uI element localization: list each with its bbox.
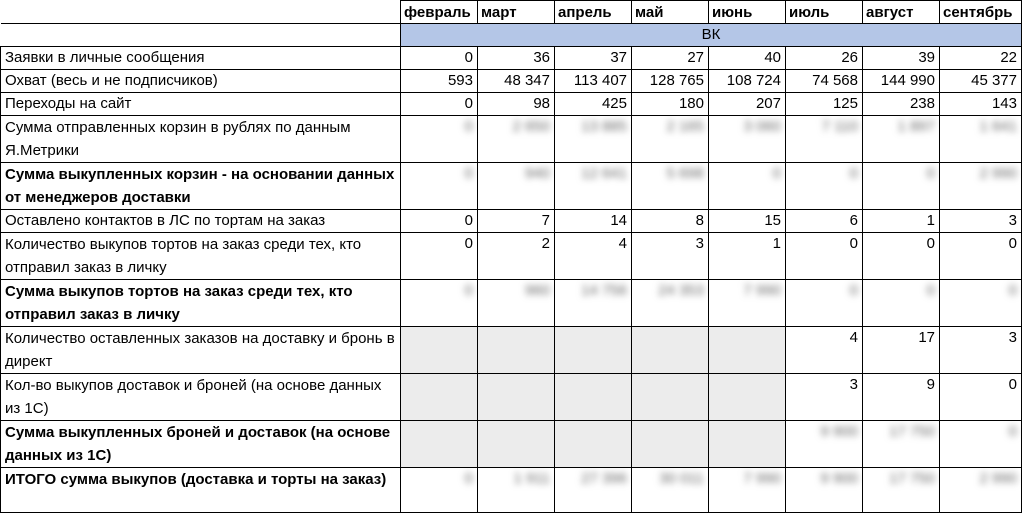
blurred-value: 0 — [1008, 282, 1017, 299]
header-corner — [1, 1, 401, 24]
cell[interactable]: 3 — [940, 327, 1022, 374]
table-row — [1, 280, 1022, 327]
cell[interactable]: 36 — [478, 47, 555, 70]
blurred-value: 0 — [1008, 423, 1017, 440]
table-row — [1, 421, 1022, 468]
section-corner — [1, 24, 401, 47]
empty-cell[interactable] — [555, 421, 632, 468]
empty-cell[interactable] — [401, 327, 478, 374]
blurred-value: 17 750 — [889, 470, 935, 487]
cell[interactable] — [709, 468, 786, 513]
cell[interactable] — [709, 163, 786, 210]
blurred-value: 0 — [849, 282, 858, 299]
month-header[interactable]: июль — [786, 1, 863, 24]
cell[interactable] — [401, 280, 478, 327]
cell[interactable]: 144 990 — [863, 70, 940, 93]
empty-cell[interactable] — [401, 421, 478, 468]
row-label[interactable]: Переходы на сайт — [1, 93, 401, 116]
blurred-value: 0 — [926, 282, 935, 299]
blurred-value: 7 990 — [743, 470, 781, 487]
cell[interactable] — [940, 468, 1022, 513]
cell[interactable]: 0 — [401, 93, 478, 116]
blurred-value: 0 — [849, 165, 858, 182]
empty-cell[interactable] — [478, 421, 555, 468]
cell[interactable]: 98 — [478, 93, 555, 116]
row-label[interactable]: Кол-во выкупов доставок и броней (на основе данных из 1С) — [1, 374, 401, 421]
row-label[interactable]: Оставлено контактов в ЛС по тортам на заказ — [1, 210, 401, 233]
cell[interactable]: 3 — [632, 233, 709, 280]
table-row — [1, 210, 1022, 233]
blurred-value: 0 — [926, 165, 935, 182]
table-row — [1, 374, 1022, 421]
cell[interactable]: 143 — [940, 93, 1022, 116]
row-label[interactable]: Сумма выкупленных броней и доставок (на основе данных из 1С) — [1, 421, 401, 468]
table-row — [1, 163, 1022, 210]
cell[interactable]: 128 765 — [632, 70, 709, 93]
cell[interactable] — [401, 163, 478, 210]
blurred-value: 0 — [464, 470, 473, 487]
cell[interactable]: 207 — [709, 93, 786, 116]
header-row — [1, 1, 1022, 24]
cell[interactable]: 22 — [940, 47, 1022, 70]
blurred-value: 2 990 — [979, 165, 1017, 182]
cell[interactable]: 0 — [940, 233, 1022, 280]
empty-cell[interactable] — [478, 327, 555, 374]
blurred-value: 940 — [524, 165, 550, 182]
blurred-value: 1 641 — [979, 118, 1017, 135]
cell[interactable]: 37 — [555, 47, 632, 70]
blurred-value: 0 — [772, 165, 781, 182]
cell[interactable] — [478, 280, 555, 327]
cell[interactable]: 3 — [786, 374, 863, 421]
cell[interactable] — [940, 421, 1022, 468]
cell[interactable]: 7 — [478, 210, 555, 233]
cell[interactable]: 238 — [863, 93, 940, 116]
empty-cell[interactable] — [709, 421, 786, 468]
blurred-value: 2 165 — [666, 118, 704, 135]
cell[interactable]: 74 568 — [786, 70, 863, 93]
row-label[interactable]: Количество оставленных заказов на доставку и бронь в директ — [1, 327, 401, 374]
blurred-value: 24 353 — [658, 282, 704, 299]
blurred-value: 7 990 — [743, 282, 781, 299]
section-row — [1, 24, 1022, 47]
empty-cell[interactable] — [555, 327, 632, 374]
blurred-value: 0 — [464, 118, 473, 135]
cell[interactable]: 593 — [401, 70, 478, 93]
cell[interactable] — [555, 163, 632, 210]
table-row — [1, 327, 1022, 374]
cell[interactable] — [401, 468, 478, 513]
empty-cell[interactable] — [555, 374, 632, 421]
cell[interactable] — [786, 468, 863, 513]
cell[interactable] — [478, 468, 555, 513]
blurred-value: 1 897 — [897, 118, 935, 135]
blurred-value: 27 396 — [581, 470, 627, 487]
cell[interactable]: 6 — [786, 210, 863, 233]
cell[interactable]: 14 — [555, 210, 632, 233]
blurred-value: 2 650 — [512, 118, 550, 135]
cell[interactable]: 26 — [786, 47, 863, 70]
blurred-value: 17 750 — [889, 423, 935, 440]
blurred-value: 3 060 — [743, 118, 781, 135]
cell[interactable]: 0 — [940, 374, 1022, 421]
table-row — [1, 233, 1022, 280]
cell[interactable] — [863, 280, 940, 327]
month-header[interactable]: июнь — [709, 1, 786, 24]
cell[interactable] — [709, 280, 786, 327]
row-label[interactable]: ИТОГО сумма выкупов (доставка и торты на заказ) — [1, 468, 401, 513]
row-label[interactable]: Сумма выкупленных корзин - на основании данных от менеджеров доставки — [1, 163, 401, 210]
blurred-value: 0 — [464, 282, 473, 299]
cell[interactable]: 0 — [401, 210, 478, 233]
row-label[interactable]: Охват (весь и не подписчиков) — [1, 70, 401, 93]
blurred-value: 1 911 — [513, 470, 550, 487]
cell[interactable]: 0 — [786, 233, 863, 280]
cell[interactable] — [555, 468, 632, 513]
cell[interactable] — [555, 280, 632, 327]
cell[interactable]: 3 — [940, 210, 1022, 233]
cell[interactable]: 8 — [632, 210, 709, 233]
cell[interactable] — [940, 280, 1022, 327]
blurred-value: 5 698 — [666, 165, 704, 182]
cell[interactable] — [709, 116, 786, 163]
month-header[interactable]: сентябрь — [940, 1, 1022, 24]
cell[interactable]: 180 — [632, 93, 709, 116]
table-row — [1, 70, 1022, 93]
cell[interactable] — [863, 468, 940, 513]
cell[interactable] — [940, 116, 1022, 163]
cell[interactable] — [632, 280, 709, 327]
cell[interactable]: 425 — [555, 93, 632, 116]
month-header[interactable]: август — [863, 1, 940, 24]
cell[interactable]: 9 — [863, 374, 940, 421]
section-label-vk[interactable]: ВК — [401, 24, 1022, 47]
empty-cell[interactable] — [709, 374, 786, 421]
month-header[interactable]: май — [632, 1, 709, 24]
cell[interactable] — [632, 468, 709, 513]
cell[interactable]: 15 — [709, 210, 786, 233]
cell[interactable] — [632, 116, 709, 163]
cell[interactable]: 113 407 — [555, 70, 632, 93]
row-label[interactable]: Количество выкупов тортов на заказ среди тех, кто отправил заказ в личку — [1, 233, 401, 280]
empty-cell[interactable] — [632, 327, 709, 374]
cell[interactable] — [786, 280, 863, 327]
blurred-value: 7 110 — [821, 118, 858, 135]
empty-cell[interactable] — [709, 327, 786, 374]
cell[interactable]: 0 — [863, 233, 940, 280]
cell[interactable]: 40 — [709, 47, 786, 70]
blurred-value: 9 900 — [820, 470, 858, 487]
cell[interactable]: 2 — [478, 233, 555, 280]
blurred-value: 12 641 — [581, 165, 627, 182]
blurred-value: 13 885 — [581, 118, 627, 135]
cell[interactable]: 0 — [401, 47, 478, 70]
cell[interactable] — [632, 163, 709, 210]
cell[interactable]: 17 — [863, 327, 940, 374]
cell[interactable]: 39 — [863, 47, 940, 70]
cell[interactable] — [478, 163, 555, 210]
empty-cell[interactable] — [632, 421, 709, 468]
blurred-value: 2 990 — [979, 470, 1017, 487]
cell[interactable]: 1 — [863, 210, 940, 233]
row-label[interactable]: Сумма выкупов тортов на заказ среди тех, кто отправил заказ в личку — [1, 280, 401, 327]
cell[interactable]: 48 347 — [478, 70, 555, 93]
cell[interactable]: 1 — [709, 233, 786, 280]
cell[interactable] — [555, 116, 632, 163]
cell[interactable]: 27 — [632, 47, 709, 70]
cell[interactable] — [863, 116, 940, 163]
cell[interactable]: 125 — [786, 93, 863, 116]
cell[interactable] — [940, 163, 1022, 210]
empty-cell[interactable] — [478, 374, 555, 421]
blurred-value: 960 — [524, 282, 550, 299]
table-row — [1, 468, 1022, 513]
table-row — [1, 93, 1022, 116]
month-header[interactable]: февраль — [401, 1, 478, 24]
cell[interactable] — [786, 421, 863, 468]
blurred-value: 14 756 — [581, 282, 627, 299]
cell[interactable] — [786, 116, 863, 163]
empty-cell[interactable] — [632, 374, 709, 421]
blurred-value: 30 011 — [659, 470, 704, 487]
row-label[interactable]: Заявки в личные сообщения — [1, 47, 401, 70]
cell[interactable]: 0 — [401, 233, 478, 280]
cell[interactable]: 45 377 — [940, 70, 1022, 93]
cell[interactable]: 4 — [786, 327, 863, 374]
cell[interactable] — [863, 421, 940, 468]
row-label[interactable]: Сумма отправленных корзин в рублях по данным Я.Метрики — [1, 116, 401, 163]
cell[interactable]: 4 — [555, 233, 632, 280]
table-row — [1, 116, 1022, 163]
cell[interactable] — [401, 116, 478, 163]
empty-cell[interactable] — [401, 374, 478, 421]
cell[interactable] — [786, 163, 863, 210]
blurred-value: 0 — [464, 165, 473, 182]
table-row — [1, 47, 1022, 70]
cell[interactable] — [863, 163, 940, 210]
cell[interactable]: 108 724 — [709, 70, 786, 93]
cell[interactable] — [478, 116, 555, 163]
month-header[interactable]: апрель — [555, 1, 632, 24]
month-header[interactable]: март — [478, 1, 555, 24]
blurred-value: 9 900 — [820, 423, 858, 440]
